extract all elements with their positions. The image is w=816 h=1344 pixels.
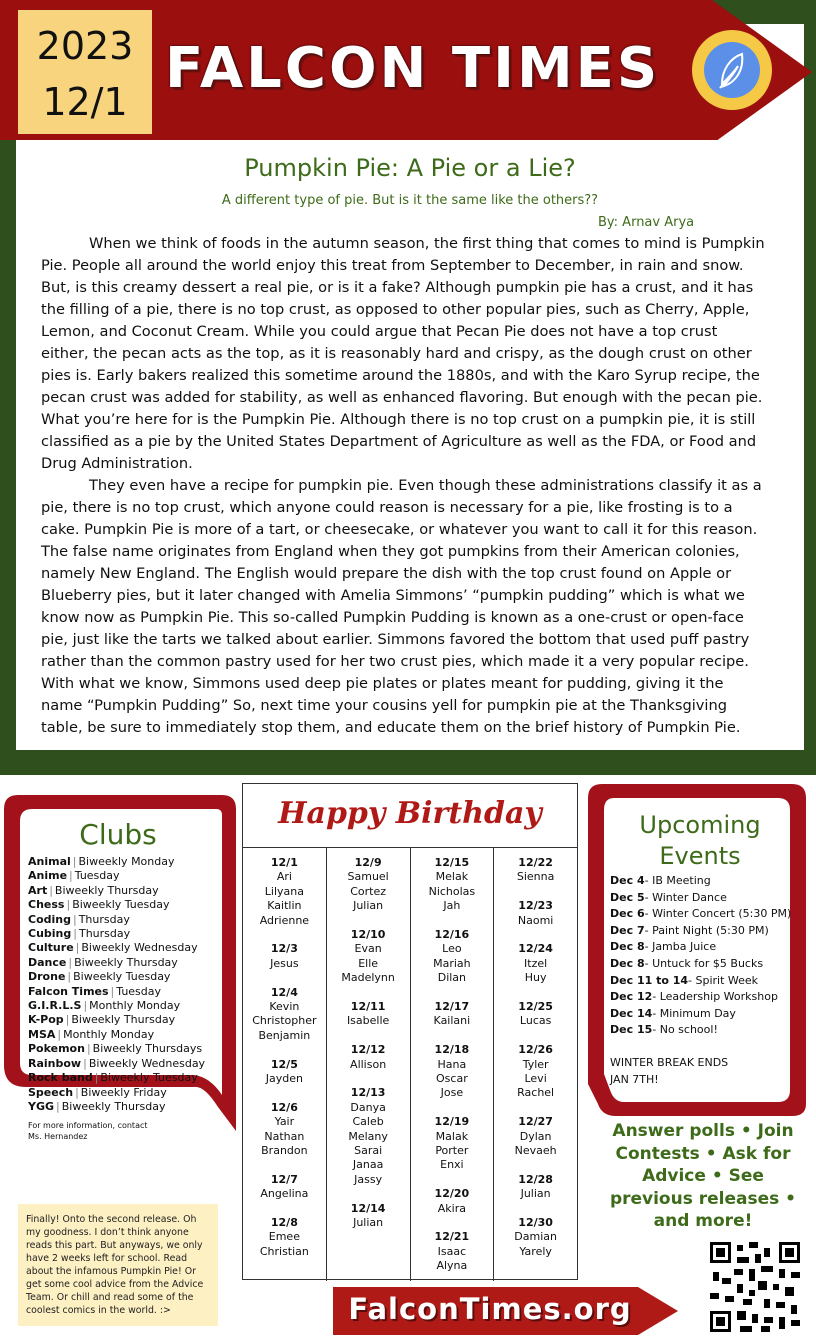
club-name: Art xyxy=(28,883,48,897)
club-name: Pokemon xyxy=(28,1042,85,1056)
birthday-group xyxy=(327,928,410,986)
birthday-title: Happy Birthday xyxy=(278,796,542,831)
club-name: Falcon Times xyxy=(28,984,109,998)
birthday-group xyxy=(243,1173,326,1202)
club-name: G.I.R.L.S xyxy=(28,999,82,1013)
birthday-date: 12/28 xyxy=(518,1172,553,1186)
club-item xyxy=(28,1057,228,1071)
issue-date-box xyxy=(18,10,152,134)
club-name: Culture xyxy=(28,941,74,955)
birthday-name: Julian xyxy=(353,899,384,913)
event-item xyxy=(610,939,800,956)
event-item xyxy=(610,1006,800,1023)
birthday-name: Allison xyxy=(350,1057,387,1071)
event-date: Dec 8 xyxy=(610,940,645,954)
birthday-group xyxy=(243,1101,326,1159)
birthday-group xyxy=(494,856,577,885)
birthday-group xyxy=(327,1000,410,1029)
event-date: Dec 14 xyxy=(610,1006,653,1020)
birthday-name: Melany xyxy=(348,1129,388,1143)
birthday-date: 12/13 xyxy=(350,1086,386,1100)
birthday-date: 12/9 xyxy=(354,856,382,869)
club-name: Rock band xyxy=(28,1071,93,1085)
club-name: Anime xyxy=(28,869,68,883)
birthday-group xyxy=(243,1058,326,1087)
event-text: - Jamba Juice xyxy=(644,940,717,954)
birthday-name: Leo xyxy=(442,942,462,956)
clubs-title: Clubs xyxy=(79,818,157,851)
birthday-date: 12/25 xyxy=(518,1000,553,1014)
club-item xyxy=(28,1086,228,1100)
birthday-date: 12/30 xyxy=(518,1216,553,1230)
birthday-column xyxy=(243,848,327,1281)
birthday-name: Dilan xyxy=(437,971,467,985)
birthday-date: 12/24 xyxy=(518,942,553,956)
club-schedule: Thursday xyxy=(78,927,131,941)
birthday-name: Angelina xyxy=(260,1187,309,1201)
club-item xyxy=(28,1042,228,1056)
club-item xyxy=(28,941,228,955)
issue-year: 2023 xyxy=(36,24,134,68)
birthday-date: 12/23 xyxy=(518,899,553,913)
birthday-group xyxy=(411,928,494,986)
feather-quill-icon xyxy=(692,30,772,110)
birthday-name: Lucas xyxy=(519,1014,552,1028)
birthday-name: Nevaeh xyxy=(514,1144,557,1158)
birthday-name: Cortez xyxy=(350,884,387,898)
birthday-date: 12/17 xyxy=(434,1000,470,1014)
club-item xyxy=(28,869,228,883)
event-item xyxy=(610,923,800,940)
event-item xyxy=(610,906,800,923)
birthday-name: Evan xyxy=(354,942,382,956)
club-separator: | xyxy=(73,927,77,941)
club-separator: | xyxy=(86,1042,91,1056)
birthday-name: Isaac xyxy=(437,1244,467,1258)
birthday-group xyxy=(411,1000,494,1029)
birthday-group xyxy=(411,1115,494,1173)
club-name: Coding xyxy=(28,912,71,926)
club-schedule: Biweekly Tuesday xyxy=(72,898,170,912)
qr-code-icon[interactable] xyxy=(710,1241,800,1333)
event-date: Dec 8 xyxy=(610,956,645,970)
birthday-column xyxy=(327,848,411,1281)
birthday-date: 12/18 xyxy=(434,1043,470,1057)
clubs-contact-note: For more information, contact Ms. Hernandez xyxy=(28,1121,148,1141)
birthday-column xyxy=(411,848,495,1281)
article-paragraph: They even have a recipe for pumpkin pie. Even though these administrations classify it as a pie, there is no top crust, which anyone could reason is necessary for a pie, like frosting is to a cake. Pumpkin Pie is more of a tart, or cheesecake, or whatever you want to call it for this reason. The false name originates from England when they got pumpkins from their American colonies, namely New England. The English would prepare the dish with the top crust found on Apple or Blueberry pies, but it later changed with Amelia Simmons’ “pumpkin pudding” which is what we know now as Pumpkin Pie. This so-called Pumpkin Pudding is known as a one-crust or open-face pie, just like the tarts we talked about earlier. Simmons favored the bottom that used puff pastry rather than the common pastry used for her two crust pies, which made it a very popular recipe. With what we know, Simmons used deep pie plates or plates meant for pudding, giving it the name “Pumpkin Pudding” So, next time your cousins yell for pumpkin pie at the Thanksgiving table, be sure to immediately stop them, and educate them on the brief history of Pumpkin Pie. xyxy=(41,477,762,736)
site-link[interactable]: FalconTimes.org xyxy=(348,1292,632,1326)
club-schedule: Monthly Monday xyxy=(63,1027,155,1041)
birthday-group xyxy=(411,1043,494,1101)
club-separator: | xyxy=(56,1099,60,1113)
club-separator: | xyxy=(68,955,73,969)
birthday-name: Yair xyxy=(274,1115,295,1129)
birthday-date: 12/11 xyxy=(350,1000,386,1014)
event-text: - Leadership Workshop xyxy=(652,990,778,1004)
events-title-line: Upcoming xyxy=(639,811,761,839)
club-name: Drone xyxy=(28,970,66,984)
club-schedule: Biweekly Friday xyxy=(80,1085,167,1099)
birthday-date: 12/22 xyxy=(518,856,553,869)
birthday-date: 12/7 xyxy=(270,1172,298,1186)
birthday-group xyxy=(327,1043,410,1072)
birthday-date: 12/5 xyxy=(270,1057,298,1071)
issue-date: 12/1 xyxy=(42,80,128,124)
event-date: Dec 12 xyxy=(610,990,653,1004)
birthday-name: Danya xyxy=(350,1100,386,1114)
birthday-name: Oscar xyxy=(436,1072,468,1086)
birthday-name: Rachel xyxy=(517,1086,555,1100)
birthday-name: Brandon xyxy=(261,1144,308,1158)
birthday-name: Christian xyxy=(259,1244,309,1258)
birthday-group xyxy=(494,899,577,928)
birthday-name: Enxi xyxy=(440,1158,464,1172)
club-name: YGG xyxy=(28,1099,55,1113)
club-separator: | xyxy=(72,855,77,868)
birthday-date: 12/19 xyxy=(434,1115,470,1129)
club-schedule: Biweekly Thursdays xyxy=(92,1042,203,1056)
birthday-name: Akira xyxy=(437,1201,466,1215)
birthday-date: 12/12 xyxy=(350,1043,386,1057)
winter-break-note xyxy=(610,1055,790,1088)
birthday-name: Isabelle xyxy=(346,1014,390,1028)
birthday-name: Jah xyxy=(443,899,461,913)
newspaper-title: FALCON TIMES xyxy=(165,36,661,101)
club-schedule: Biweekly Thursday xyxy=(74,955,178,969)
club-item xyxy=(28,970,228,984)
club-name: Chess xyxy=(28,898,65,912)
birthday-name: Lilyana xyxy=(264,884,304,898)
birthday-group xyxy=(494,1115,577,1158)
birthday-date: 12/10 xyxy=(350,928,386,942)
birthday-name: Porter xyxy=(435,1144,469,1158)
birthday-date: 12/15 xyxy=(434,856,470,869)
birthday-date: 12/3 xyxy=(270,942,298,956)
birthday-name: Nicholas xyxy=(428,884,476,898)
event-item xyxy=(610,973,800,990)
birthday-date: 12/14 xyxy=(350,1201,386,1215)
birthday-name: Jassy xyxy=(354,1172,383,1186)
event-text: - IB Meeting xyxy=(644,874,711,887)
birthday-date: 12/16 xyxy=(434,928,470,942)
club-name: MSA xyxy=(28,1027,56,1041)
club-separator: | xyxy=(110,984,115,998)
club-schedule: Biweekly Tuesday xyxy=(73,970,171,984)
club-item xyxy=(28,999,228,1013)
birthday-name: Benjamin xyxy=(258,1028,311,1042)
birthday-name: Sarai xyxy=(354,1144,383,1158)
club-item xyxy=(28,927,228,941)
event-text: - Minimum Day xyxy=(652,1006,736,1020)
club-separator: | xyxy=(94,1071,99,1085)
birthday-group xyxy=(243,856,326,928)
article-title: Pumpkin Pie: A Pie or a Lie? xyxy=(244,154,576,182)
club-separator: | xyxy=(69,869,73,883)
event-text: - No school! xyxy=(652,1023,718,1037)
birthday-name: Emee xyxy=(268,1230,300,1244)
event-item xyxy=(610,956,800,973)
birthday-name: Ari xyxy=(276,870,292,884)
event-item xyxy=(610,873,800,890)
birthday-date: 12/20 xyxy=(434,1187,470,1201)
birthday-date: 12/8 xyxy=(270,1216,298,1230)
birthday-group xyxy=(494,1043,577,1101)
club-item xyxy=(28,898,228,912)
club-schedule: Thursday xyxy=(78,912,130,926)
birthday-group xyxy=(411,1187,494,1216)
events-title-line: Events xyxy=(659,842,741,870)
club-schedule: Monthly Monday xyxy=(89,999,181,1013)
birthday-name: Julian xyxy=(353,1216,384,1230)
article-paragraph: When we think of foods in the autumn season, the first thing that comes to mind is Pumpkin Pie. People all around the world enjoy this treat from September to December, in rain and snow. But, is this creamy dessert a real pie, or is it a fake? Although pumpkin pie has a crust, and it has the filling of a pie, there is no top crust, as opposed to other popular pies, such as Cherry, Apple, Lemon, and Coconut Cream. While you could argue that Pecan Pie does not have a top crust either, the pecan acts as the top, as it is reasonably hard and crispy, as the dough crust on other pies is. Early bakers realized this sometime around the 1880s, and with the Karo Syrup recipe, the pecan crust was added for stability, as well as enhanced flavoring. But enough with the pecan pie. What you’re here for is the Pumpkin Pie. Although there is no top crust on a pumpkin pie, it is still classified as a pie by the United States Department of Agriculture as well as the FDA, or Food and Drug Administration. xyxy=(41,235,765,472)
promo-text: Answer polls • Join Contests • Ask for Advice • See previous releases • and more! xyxy=(609,1121,797,1232)
article-subtitle: A different type of pie. But is it the same like the others?? xyxy=(221,193,599,208)
birthday-group xyxy=(494,1000,577,1029)
birthday-name: Jesus xyxy=(270,956,299,970)
club-name: Rainbow xyxy=(28,1056,82,1070)
birthday-group xyxy=(243,942,326,971)
club-schedule: Biweekly Wednesday xyxy=(81,941,198,955)
birthday-date: 12/6 xyxy=(270,1100,298,1114)
birthday-name: Huy xyxy=(524,971,547,985)
birthday-name: Levi xyxy=(524,1072,547,1086)
birthday-name: Mariah xyxy=(433,956,471,970)
birthday-date: 12/1 xyxy=(270,856,298,869)
event-date: Dec 15 xyxy=(610,1023,653,1037)
club-separator: | xyxy=(75,1085,79,1099)
birthday-name: Melak xyxy=(435,870,469,884)
birthday-name: Tyler xyxy=(522,1057,549,1071)
event-date: Dec 5 xyxy=(610,890,645,904)
club-name: Dance xyxy=(28,955,67,969)
club-separator: | xyxy=(83,1056,87,1070)
birthday-name: Dylan xyxy=(519,1129,552,1143)
club-name: Speech xyxy=(28,1085,74,1099)
birthday-group xyxy=(327,1086,410,1187)
club-schedule: Biweekly Thursday xyxy=(54,883,159,897)
club-item xyxy=(28,956,228,970)
club-item xyxy=(28,985,228,999)
clubs-list xyxy=(28,855,228,1114)
events-list xyxy=(610,873,800,1039)
article-byline: By: Arnav Arya xyxy=(598,215,695,230)
club-item xyxy=(28,1100,228,1114)
birthday-name: Hana xyxy=(437,1057,467,1071)
birthday-group xyxy=(494,1216,577,1259)
club-separator: | xyxy=(83,999,88,1013)
birthday-name: Christopher xyxy=(252,1014,317,1028)
club-schedule: Biweekly Wednesday xyxy=(88,1056,206,1070)
club-item xyxy=(28,1028,228,1042)
event-text: - Winter Concert (5:30 PM) xyxy=(644,907,792,921)
birthday-name: Jose xyxy=(440,1086,464,1100)
birthday-name: Madelynn xyxy=(341,971,395,985)
birthday-group xyxy=(327,1202,410,1231)
birthday-name: Julian xyxy=(520,1187,551,1201)
birthday-table xyxy=(242,783,578,1280)
club-item xyxy=(28,1013,228,1027)
club-schedule: Biweekly Thursday xyxy=(71,1013,176,1027)
event-text: - Untuck for $5 Bucks xyxy=(644,956,764,970)
birthday-group xyxy=(494,1173,577,1202)
birthday-name: Itzel xyxy=(524,956,548,970)
club-item xyxy=(28,913,228,927)
birthday-name: Janaa xyxy=(352,1158,384,1172)
birthday-name: Samuel xyxy=(347,870,389,884)
birthday-name: Damian xyxy=(514,1230,557,1244)
club-separator: | xyxy=(49,883,53,897)
birthday-group xyxy=(327,856,410,914)
club-item xyxy=(28,1071,228,1085)
club-schedule: Tuesday xyxy=(74,869,120,883)
birthday-column xyxy=(494,848,577,1281)
event-text: - Spirit Week xyxy=(688,973,759,987)
club-schedule: Biweekly Tuesday xyxy=(100,1071,198,1085)
event-date: Dec 6 xyxy=(610,907,645,921)
birthday-columns xyxy=(243,847,577,1281)
event-date: Dec 7 xyxy=(610,923,645,937)
winter-break-line: WINTER BREAK ENDS xyxy=(610,1056,729,1069)
events-title xyxy=(610,810,790,872)
club-schedule: Biweekly Monday xyxy=(78,855,175,868)
club-separator: | xyxy=(65,1013,70,1027)
club-separator: | xyxy=(57,1027,62,1041)
birthday-name: Adrienne xyxy=(259,913,310,927)
club-separator: | xyxy=(67,970,72,984)
event-item xyxy=(610,890,800,907)
birthday-date: 12/26 xyxy=(518,1043,553,1057)
club-schedule: Biweekly Thursday xyxy=(61,1099,166,1113)
club-separator: | xyxy=(66,898,71,912)
club-name: Animal xyxy=(28,855,71,868)
club-item xyxy=(28,884,228,898)
birthday-name: Yarely xyxy=(519,1244,552,1258)
birthday-name: Kevin xyxy=(269,1000,300,1014)
club-name: Cubing xyxy=(28,927,72,941)
birthday-name: Kailani xyxy=(433,1014,471,1028)
event-date: Dec 11 to 14 xyxy=(610,973,689,987)
event-date: Dec 4 xyxy=(610,874,645,887)
birthday-name: Sienna xyxy=(516,870,555,884)
event-text: - Paint Night (5:30 PM) xyxy=(644,923,769,937)
club-name: K-Pop xyxy=(28,1013,64,1027)
winter-break-line: JAN 7TH! xyxy=(610,1072,659,1086)
birthday-name: Malak xyxy=(435,1129,469,1143)
club-schedule: Tuesday xyxy=(116,984,162,998)
birthday-name: Caleb xyxy=(352,1115,384,1129)
birthday-group xyxy=(494,942,577,985)
event-item xyxy=(610,1022,800,1039)
birthday-group xyxy=(243,986,326,1044)
birthday-name: Naomi xyxy=(517,913,554,927)
birthday-name: Jayden xyxy=(265,1072,303,1086)
club-separator: | xyxy=(75,941,80,955)
birthday-name: Alyna xyxy=(436,1259,468,1273)
birthday-group xyxy=(243,1216,326,1259)
club-item xyxy=(28,855,228,869)
event-text: - Winter Dance xyxy=(644,890,727,904)
club-separator: | xyxy=(72,912,77,926)
birthday-date: 12/27 xyxy=(518,1115,553,1129)
birthday-date: 12/4 xyxy=(270,985,298,999)
birthday-group xyxy=(411,856,494,914)
editor-note: Finally! Onto the second release. Oh my goodness. I don’t think anyone reads this part. But anyways, we only have 2 weeks left for school. Read about the infamous Pumpkin Pie! Or get some cool advice from the Advice Team. Or chill and read some of the coolest comics in the world. :> xyxy=(18,1204,218,1326)
birthday-date: 12/21 xyxy=(434,1230,470,1244)
article-body xyxy=(41,233,765,739)
birthday-name: Nathan xyxy=(264,1129,305,1143)
birthday-group xyxy=(411,1230,494,1273)
birthday-name: Elle xyxy=(358,956,379,970)
birthday-name: Kaitlin xyxy=(267,899,302,913)
event-item xyxy=(610,989,800,1006)
